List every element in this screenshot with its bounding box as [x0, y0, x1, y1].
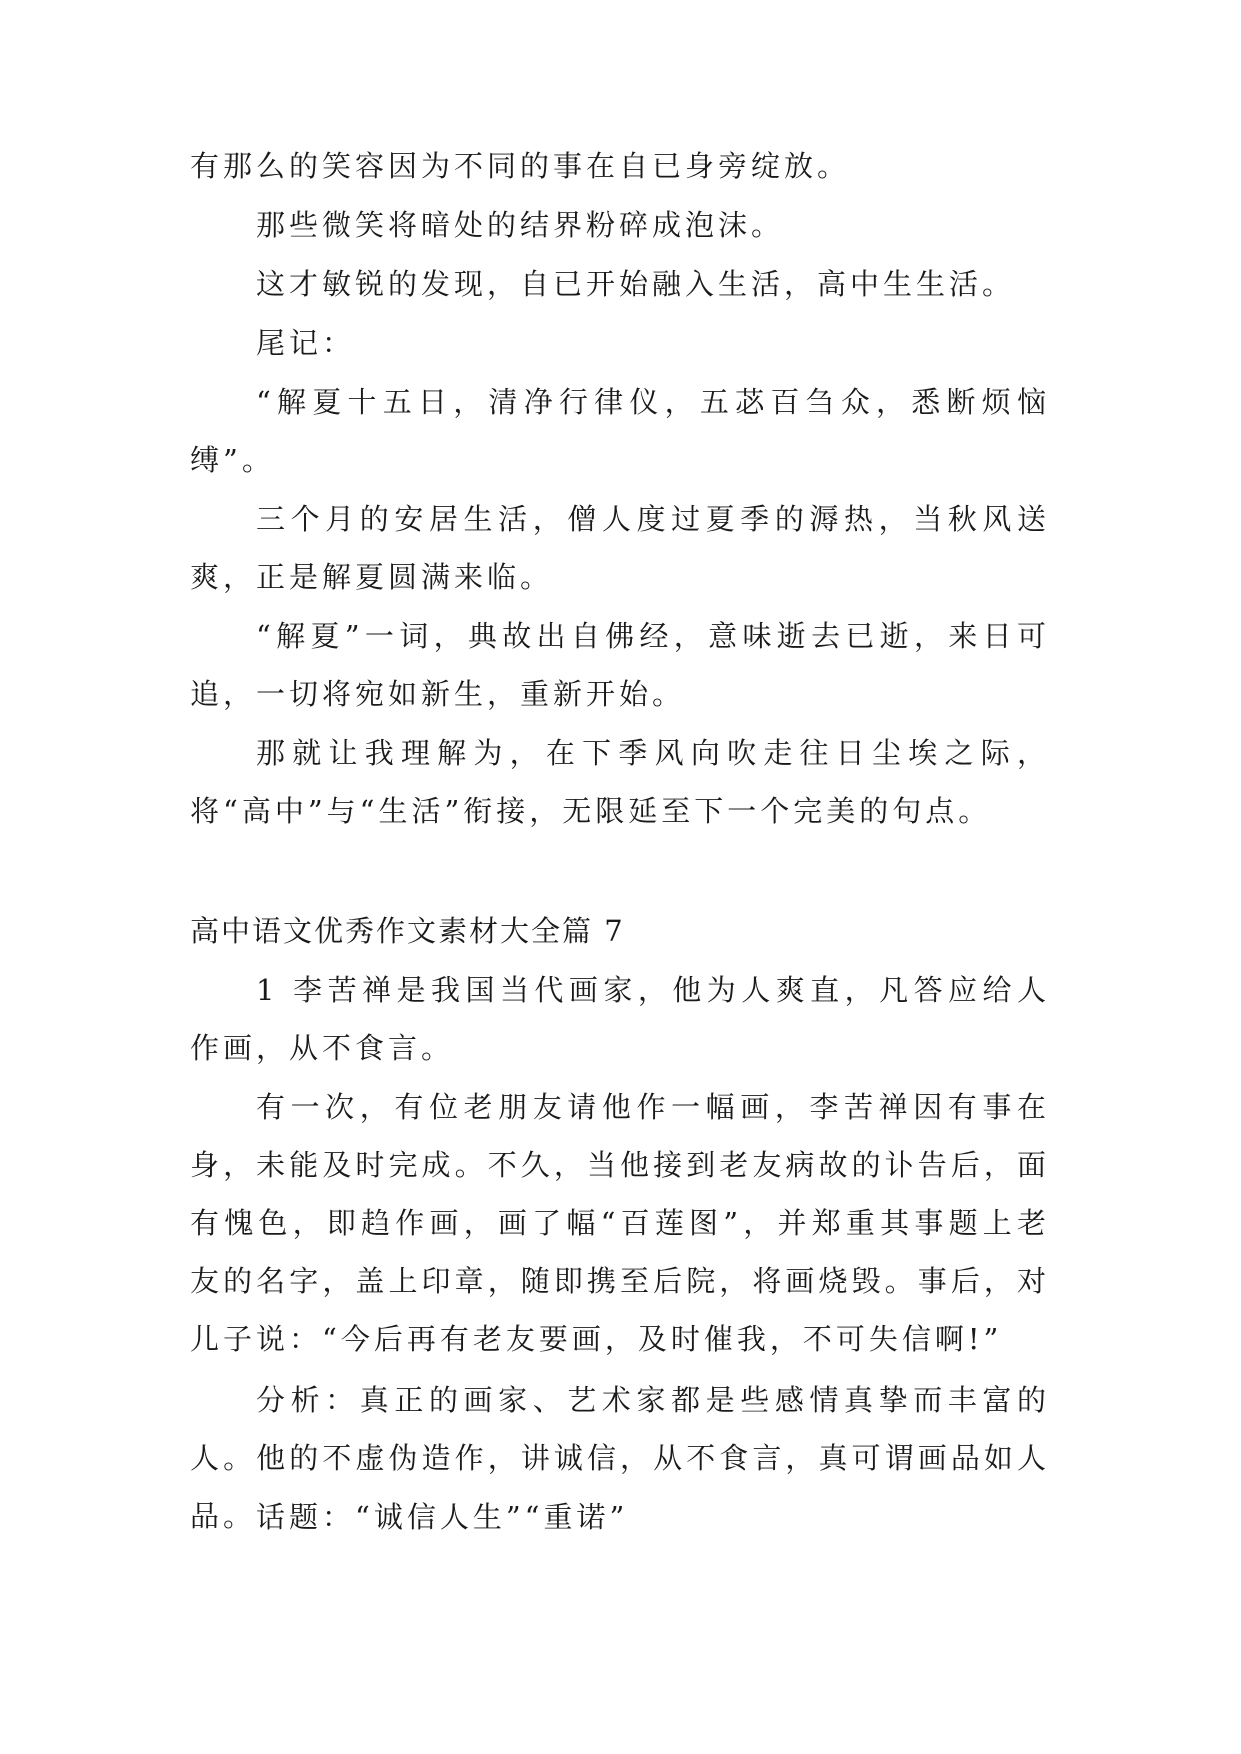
paragraph-barrier-shattered: 那些微笑将暗处的结界粉碎成泡沫。 [256, 208, 785, 242]
paragraph-analysis: 分析：真正的画家、艺术家都是些感情真挚而丰富的人。他的不虚伪造作，讲诚信，从不食言，真可谓画品如人品。 [190, 1383, 1050, 1533]
paragraph-li-kuchan-story: 有一次，有位老朋友请他作一幅画，李苦禅因有事在身，未能及时完成。不久，当他接到老友病故的讣告后，面有愧色，即趋作画，画了幅“百莲图”，并郑重其事题上老友的名字，盖上印章，随即携至后院，将画烧毁。事后，对儿子说：“今后再有老友要画，及时催我，不可失信啊!” [190, 1090, 1050, 1356]
paragraph-postscript-label: 尾记： [256, 326, 356, 360]
paragraph-conclusion: 那就让我理解为，在下季风向吹走往日尘埃之际，将“高中”与“生活”衔接，无限延至下一个完美的句点。 [190, 736, 1050, 828]
paragraph-smiles-bloom: 有那么的笑容因为不同的事在自已身旁绽放。 [190, 149, 851, 183]
paragraph-topic: 话题：“诚信人生”“重诺” [256, 1500, 629, 1534]
section-title: 高中语文优秀作文素材大全篇 7 [190, 914, 625, 948]
paragraph-jiexia-quote: “解夏十五日，清净行律仪，五苾百刍众，悉断烦恼缚”。 [190, 385, 1050, 477]
paragraph-jiexia-meaning: “解夏”一词，典故出自佛经，意味逝去已逝，来日可追，一切将宛如新生，重新开始。 [190, 619, 1050, 711]
paragraph-three-months: 三个月的安居生活，僧人度过夏季的溽热，当秋风送爽，正是解夏圆满来临。 [190, 502, 1050, 594]
paragraph-li-kuchan-intro: 1 李苦禅是我国当代画家，他为人爽直，凡答应给人作画，从不食言。 [190, 973, 1050, 1065]
paragraph-integrate-life: 这才敏锐的发现，自已开始融入生活，高中生生活。 [256, 267, 1016, 301]
